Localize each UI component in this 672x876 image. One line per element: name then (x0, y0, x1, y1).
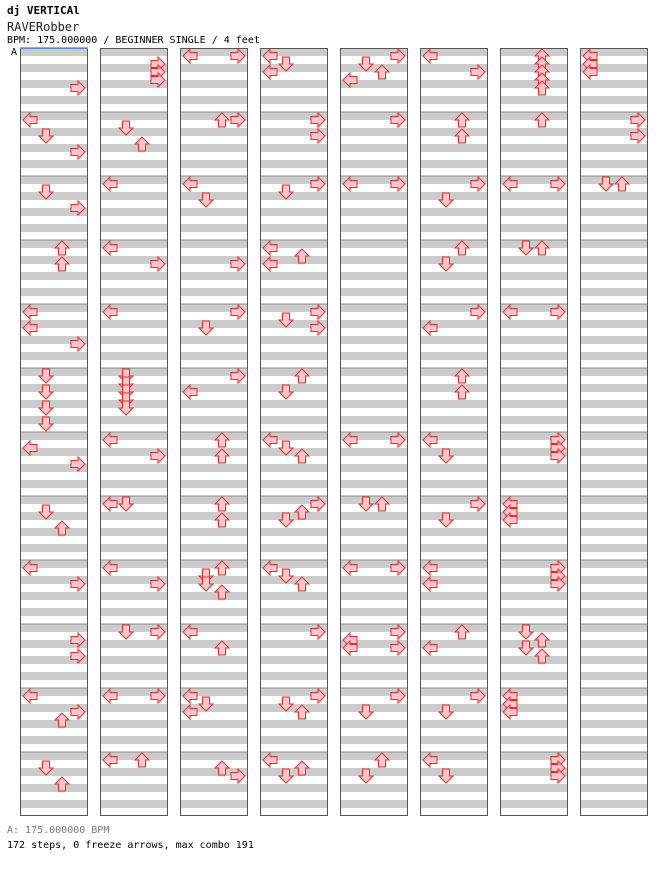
beat-stripe (340, 320, 408, 328)
beat-stripe (180, 592, 248, 600)
beat-stripe (580, 496, 648, 504)
beat-stripe (580, 688, 648, 696)
beat-stripe (100, 112, 168, 120)
beat-stripe (340, 336, 408, 344)
beat-stripe (100, 208, 168, 216)
beat-stripe (580, 784, 648, 792)
beat-stripe (20, 416, 88, 424)
beat-stripe (340, 352, 408, 360)
beat-stripe (180, 64, 248, 72)
beat-stripe (340, 496, 408, 504)
beat-stripe (340, 160, 408, 168)
beat-stripe (340, 384, 408, 392)
beat-stripe (100, 768, 168, 776)
beat-stripe (100, 224, 168, 232)
beat-stripe (260, 416, 328, 424)
beat-stripe (580, 512, 648, 520)
beat-stripe (260, 368, 328, 376)
beat-stripe (260, 768, 328, 776)
beat-stripe (420, 336, 488, 344)
beat-stripe (420, 352, 488, 360)
beat-stripe (580, 192, 648, 200)
beat-stripe (580, 560, 648, 568)
beat-stripe (260, 528, 328, 536)
beat-stripe (20, 240, 88, 248)
beat-stripe (180, 464, 248, 472)
beat-stripe (580, 752, 648, 760)
beat-stripe (420, 224, 488, 232)
beat-stripe (500, 736, 568, 744)
beat-stripe (180, 528, 248, 536)
beat-stripe (260, 704, 328, 712)
beat-stripe (500, 640, 568, 648)
beat-stripe (260, 576, 328, 584)
beat-stripe (20, 496, 88, 504)
beat-stripe (260, 208, 328, 216)
beat-stripe (20, 224, 88, 232)
beat-stripe (580, 160, 648, 168)
beat-stripe (340, 512, 408, 520)
beat-stripe (260, 352, 328, 360)
beat-stripe (500, 64, 568, 72)
beat-stripe (20, 176, 88, 184)
beat-stripe (580, 768, 648, 776)
beat-stripe (580, 288, 648, 296)
beat-stripe (100, 672, 168, 680)
beat-stripe (420, 144, 488, 152)
beat-stripe (100, 704, 168, 712)
beat-stripe (580, 144, 648, 152)
beat-stripe (180, 96, 248, 104)
beat-stripe (500, 720, 568, 728)
beat-stripe (580, 224, 648, 232)
beat-stripe (340, 400, 408, 408)
beat-stripe (180, 560, 248, 568)
beat-stripe (100, 784, 168, 792)
beat-stripe (260, 800, 328, 808)
beat-stripe (500, 656, 568, 664)
beat-stripe (340, 480, 408, 488)
beat-stripe (420, 528, 488, 536)
beat-stripe (580, 464, 648, 472)
beat-stripe (340, 96, 408, 104)
beat-stripe (340, 576, 408, 584)
beat-stripe (500, 384, 568, 392)
beat-stripe (580, 352, 648, 360)
beat-stripe (580, 208, 648, 216)
beat-stripe (420, 800, 488, 808)
step-stats: 172 steps, 0 freeze arrows, max combo 191 (7, 840, 254, 851)
beat-stripe (580, 400, 648, 408)
beat-stripe (340, 800, 408, 808)
beat-stripe (180, 128, 248, 136)
beat-stripe (500, 208, 568, 216)
beat-stripe (260, 96, 328, 104)
beat-stripe (420, 768, 488, 776)
beat-stripe (340, 208, 408, 216)
beat-stripe (180, 400, 248, 408)
beat-stripe (420, 624, 488, 632)
beat-stripe (500, 128, 568, 136)
beat-stripe (100, 288, 168, 296)
beat-stripe (260, 464, 328, 472)
beat-stripe (420, 720, 488, 728)
beat-stripe (580, 256, 648, 264)
beat-stripe (500, 368, 568, 376)
beat-stripe (420, 512, 488, 520)
beat-stripe (340, 752, 408, 760)
beat-stripe (260, 640, 328, 648)
beat-stripe (100, 544, 168, 552)
beat-stripe (20, 736, 88, 744)
beat-stripe (340, 736, 408, 744)
beat-stripe (420, 96, 488, 104)
beat-stripe (20, 192, 88, 200)
beat-stripe (100, 96, 168, 104)
beat-stripe (500, 400, 568, 408)
beat-stripe (180, 352, 248, 360)
beat-stripe (180, 720, 248, 728)
beat-stripe (340, 768, 408, 776)
beat-stripe (420, 288, 488, 296)
beat-stripe (100, 512, 168, 520)
beat-stripe (100, 144, 168, 152)
beat-stripe (260, 720, 328, 728)
beat-stripe (580, 336, 648, 344)
beat-stripe (500, 240, 568, 248)
beat-stripe (20, 624, 88, 632)
beat-stripe (580, 304, 648, 312)
beat-stripe (420, 416, 488, 424)
beat-stripe (180, 736, 248, 744)
beat-stripe (180, 576, 248, 584)
chart-column-8 (580, 48, 648, 816)
beat-stripe (420, 400, 488, 408)
beat-stripe (500, 256, 568, 264)
beat-stripe (340, 256, 408, 264)
beat-stripe (100, 384, 168, 392)
beat-stripe (180, 432, 248, 440)
beat-stripe (340, 304, 408, 312)
beat-stripe (500, 80, 568, 88)
beat-stripe (340, 448, 408, 456)
beat-stripe (420, 464, 488, 472)
beat-stripe (260, 608, 328, 616)
beat-stripe (180, 672, 248, 680)
beat-stripe (500, 528, 568, 536)
beat-stripe (100, 464, 168, 472)
beat-stripe (260, 192, 328, 200)
beat-stripe (260, 288, 328, 296)
beat-stripe (20, 480, 88, 488)
beat-stripe (20, 512, 88, 520)
beat-stripe (180, 160, 248, 168)
beat-stripe (20, 608, 88, 616)
beat-stripe (500, 144, 568, 152)
beat-stripe (180, 208, 248, 216)
bpm-summary: A: 175.000000 BPM (7, 825, 110, 836)
beat-stripe (180, 784, 248, 792)
beat-stripe (500, 96, 568, 104)
beat-stripe (500, 336, 568, 344)
beat-stripe (180, 656, 248, 664)
beat-stripe (340, 784, 408, 792)
beat-stripe (100, 272, 168, 280)
beat-stripe (580, 528, 648, 536)
beat-stripe (340, 288, 408, 296)
beat-stripe (20, 720, 88, 728)
beat-stripe (180, 608, 248, 616)
beat-stripe (420, 448, 488, 456)
beat-stripe (20, 48, 88, 56)
beat-stripe (100, 160, 168, 168)
beat-stripe (180, 320, 248, 328)
beat-stripe (180, 224, 248, 232)
beat-stripe (340, 192, 408, 200)
beat-stripe (100, 800, 168, 808)
beat-stripe (260, 656, 328, 664)
beat-stripe (420, 160, 488, 168)
beat-stripe (340, 672, 408, 680)
beat-stripe (180, 80, 248, 88)
beat-stripe (260, 272, 328, 280)
beat-stripe (500, 784, 568, 792)
beat-stripe (580, 656, 648, 664)
beat-stripe (180, 144, 248, 152)
beat-stripe (340, 704, 408, 712)
beat-stripe (580, 640, 648, 648)
beat-stripe (260, 480, 328, 488)
beat-stripe (100, 192, 168, 200)
beat-stripe (180, 272, 248, 280)
beat-stripe (20, 752, 88, 760)
beat-stripe (260, 784, 328, 792)
beat-stripe (180, 512, 248, 520)
beat-stripe (20, 800, 88, 808)
beat-stripe (500, 592, 568, 600)
beat-stripe (20, 784, 88, 792)
beat-stripe (580, 80, 648, 88)
beat-stripe (260, 384, 328, 392)
beat-stripe (100, 592, 168, 600)
beat-stripe (20, 96, 88, 104)
beat-stripe (420, 784, 488, 792)
beat-stripe (20, 368, 88, 376)
beat-stripe (260, 512, 328, 520)
beat-stripe (420, 544, 488, 552)
beat-stripe (580, 480, 648, 488)
beat-stripe (420, 672, 488, 680)
beat-stripe (180, 240, 248, 248)
beat-stripe (500, 48, 568, 56)
beat-stripe (340, 240, 408, 248)
beat-stripe (260, 544, 328, 552)
beat-stripe (260, 160, 328, 168)
beat-stripe (100, 480, 168, 488)
beat-stripe (580, 592, 648, 600)
beat-stripe (20, 64, 88, 72)
beat-stripe (180, 192, 248, 200)
beat-stripe (20, 384, 88, 392)
beat-stripe (180, 416, 248, 424)
beat-stripe (260, 400, 328, 408)
beat-stripe (180, 480, 248, 488)
beat-stripe (500, 544, 568, 552)
beat-stripe (100, 656, 168, 664)
beat-stripe (100, 128, 168, 136)
beat-stripe (340, 656, 408, 664)
beat-stripe (260, 448, 328, 456)
beat-stripe (20, 432, 88, 440)
beat-stripe (580, 800, 648, 808)
beat-stripe (420, 736, 488, 744)
beat-stripe (420, 256, 488, 264)
beat-stripe (420, 368, 488, 376)
beat-stripe (580, 416, 648, 424)
beat-stripe (420, 592, 488, 600)
beat-stripe (500, 464, 568, 472)
beat-stripe (340, 592, 408, 600)
beat-stripe (340, 464, 408, 472)
beat-stripe (420, 656, 488, 664)
chart-info: BPM: 175.000000 / BEGINNER SINGLE / 4 feet (7, 35, 260, 46)
artist-name: dj VERTICAl (7, 4, 80, 17)
beat-stripe (340, 144, 408, 152)
beat-stripe (500, 416, 568, 424)
song-title: RAVERobber (7, 20, 80, 34)
beat-stripe (500, 352, 568, 360)
beat-stripe (260, 80, 328, 88)
beat-stripe (180, 752, 248, 760)
beat-stripe (260, 672, 328, 680)
beat-stripe (180, 448, 248, 456)
beat-stripe (500, 192, 568, 200)
beat-stripe (580, 576, 648, 584)
beat-stripe (500, 112, 568, 120)
beat-stripe (580, 96, 648, 104)
beat-stripe (500, 288, 568, 296)
beat-stripe (500, 608, 568, 616)
beat-stripe (580, 608, 648, 616)
beat-stripe (260, 144, 328, 152)
beat-stripe (340, 272, 408, 280)
beat-stripe (20, 352, 88, 360)
beat-stripe (580, 672, 648, 680)
beat-stripe (420, 272, 488, 280)
beat-stripe (580, 720, 648, 728)
beat-stripe (500, 624, 568, 632)
beat-stripe (100, 48, 168, 56)
beat-stripe (20, 272, 88, 280)
beat-stripe (180, 336, 248, 344)
beat-stripe (580, 544, 648, 552)
beat-stripe (100, 528, 168, 536)
beat-stripe (20, 768, 88, 776)
beat-stripe (420, 704, 488, 712)
beat-stripe (420, 128, 488, 136)
beat-stripe (260, 336, 328, 344)
beat-stripe (580, 368, 648, 376)
beat-stripe (260, 224, 328, 232)
beat-stripe (580, 320, 648, 328)
beat-stripe (100, 640, 168, 648)
beat-stripe (180, 800, 248, 808)
beat-stripe (500, 800, 568, 808)
beat-stripe (340, 720, 408, 728)
beat-stripe (420, 240, 488, 248)
beat-stripe (580, 272, 648, 280)
beat-stripe (260, 736, 328, 744)
beat-stripe (420, 80, 488, 88)
beat-stripe (100, 336, 168, 344)
beat-stripe (260, 592, 328, 600)
beat-stripe (580, 448, 648, 456)
beat-stripe (420, 112, 488, 120)
beat-stripe (340, 64, 408, 72)
beat-stripe (500, 320, 568, 328)
beat-stripe (340, 368, 408, 376)
beat-stripe (580, 432, 648, 440)
beat-stripe (340, 544, 408, 552)
beat-stripe (420, 192, 488, 200)
beat-stripe (420, 208, 488, 216)
beat-stripe (100, 416, 168, 424)
beat-stripe (180, 640, 248, 648)
beat-stripe (100, 608, 168, 616)
beat-stripe (20, 160, 88, 168)
beat-stripe (20, 288, 88, 296)
beat-stripe (420, 608, 488, 616)
beat-stripe (100, 736, 168, 744)
beat-stripe (20, 672, 88, 680)
beat-stripe (100, 320, 168, 328)
beat-stripe (20, 544, 88, 552)
beat-stripe (500, 480, 568, 488)
beat-stripe (20, 528, 88, 536)
beat-stripe (340, 528, 408, 536)
beat-stripe (340, 416, 408, 424)
beat-stripe (180, 544, 248, 552)
beat-stripe (500, 272, 568, 280)
beat-stripe (420, 384, 488, 392)
beat-stripe (20, 256, 88, 264)
beat-stripe (340, 224, 408, 232)
beat-stripe (500, 672, 568, 680)
beat-stripe (20, 128, 88, 136)
beat-stripe (580, 704, 648, 712)
beat-stripe (20, 592, 88, 600)
beat-stripe (580, 736, 648, 744)
beat-stripe (420, 480, 488, 488)
beat-stripe (580, 176, 648, 184)
beat-stripe (340, 608, 408, 616)
beat-stripe (20, 400, 88, 408)
beat-stripe (340, 128, 408, 136)
beat-stripe (500, 160, 568, 168)
beat-stripe (180, 288, 248, 296)
beat-stripe (100, 400, 168, 408)
beat-stripe (500, 224, 568, 232)
bpm-marker-label: A (11, 47, 18, 58)
beat-stripe (580, 624, 648, 632)
beat-stripe (100, 368, 168, 376)
beat-stripe (100, 352, 168, 360)
beat-stripe (100, 720, 168, 728)
beat-stripe (180, 496, 248, 504)
beat-stripe (580, 240, 648, 248)
beat-stripe (580, 384, 648, 392)
